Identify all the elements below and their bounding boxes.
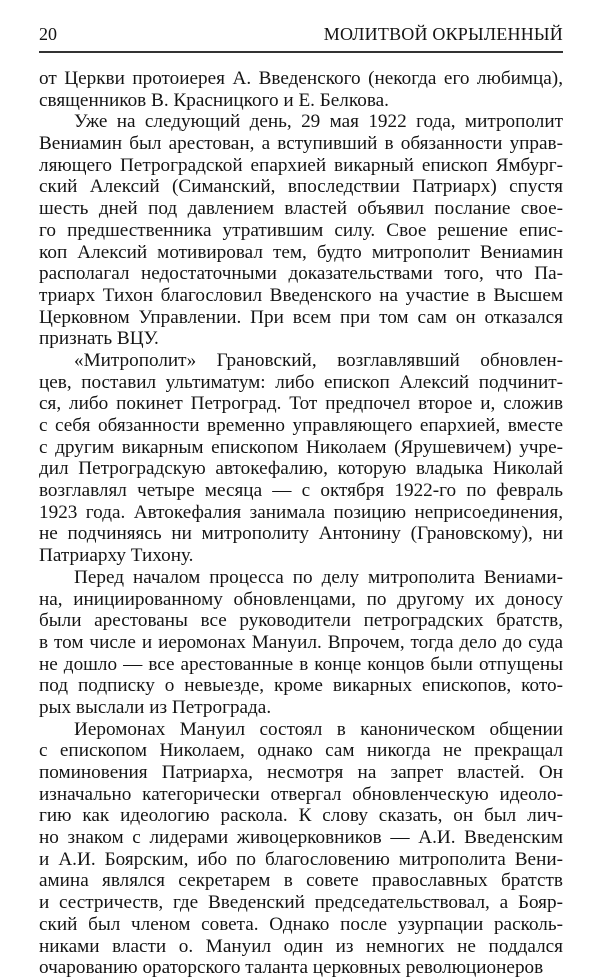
text-line: ляющего Петроградской епархией викарный епископ Ямбург- (39, 154, 563, 176)
text-line: Уже на следующий день, 29 мая 1922 года, митрополит (74, 111, 563, 133)
text-line: с епископом Николаем, однако сам никогда не прекращал (39, 740, 563, 762)
text-line: 1923 года. Автокефалия занимала позицию неприсоединения, (39, 501, 563, 523)
text-line: триарх Тихон благословил Введенского на участие в Высшем (39, 284, 563, 306)
paragraph (39, 111, 563, 350)
text-line: с себя обязанности временно управляющего епархией, вместе (39, 415, 563, 436)
text-line: ский Алексий (Симанский, впоследствии Патриарх) спустя (39, 176, 563, 198)
text-line: поминовения Патриарха, несмотря на запрет властей. Он (39, 762, 563, 783)
text-line: Патриарху Тихону. (39, 545, 194, 567)
text-line: и А.И. Боярским, ибо по благословению митрополита Вени- (39, 848, 563, 870)
text-line: цев, поставил ультиматум: либо епископ Алексий подчинит- (39, 371, 563, 393)
text-line: рых выслали из Петрограда. (39, 696, 272, 718)
paragraph (39, 68, 563, 111)
text-line: очарованию ораторского таланта церковных революционеров (39, 957, 544, 979)
text-line: с другим викарным епископом Николаем (Ярушевичем) учре- (39, 436, 563, 458)
text-line: под подписку о невыезде, кроме викарных епископов, кото- (39, 675, 563, 697)
text-line: были арестованы все руководители петроградских братств, (39, 610, 563, 632)
text-line: дил Петроградскую автокефалию, которую владыка Николай (39, 458, 563, 480)
text-line: возглавлял четыре месяца — с октября 1922-го по февраль (39, 480, 563, 502)
text-line: в том числе и иеромонах Мануил. Впрочем, тогда дело до суда (39, 631, 563, 653)
page-number: 20 (39, 24, 57, 44)
text-line: и сестричеств, где Введенский председательствовал, а Бояр- (39, 892, 563, 914)
text-line: коп Алексий мотивировал тем, будто митрополит Вениамин (39, 241, 563, 263)
text-line: располагал недостаточными доказательствами того, что Па- (39, 263, 563, 285)
running-title: МОЛИТВОЙ ОКРЫЛЕННЫЙ (323, 24, 563, 44)
paragraph (39, 350, 563, 567)
text-line: священников В. Красницкого и Е. Белкова. (39, 89, 389, 111)
text-line: Иеромонах Мануил состоял в каноническом общении (74, 718, 563, 740)
text-line: гию как идеологию раскола. К слову сказать, он был лич- (39, 805, 563, 827)
text-line: «Митрополит» Грановский, возглавлявший обновлен- (74, 349, 563, 371)
text-line: амина являлся секретарем в совете православных братств (39, 870, 563, 892)
text-line: ский был членом совета. Однако после узурпации расколь- (39, 913, 563, 935)
text-line: признать ВЦУ. (39, 328, 159, 350)
text-line: Церковном Управлении. При всем при том сам он отказался (39, 306, 563, 328)
text-line: никами власти о. Мануил один из немногих не поддался (39, 935, 563, 957)
text-line: го предшественника утратившим силу. Свое решение епис- (39, 219, 563, 241)
page-body-text (39, 68, 563, 979)
text-line: ся, либо покинет Петроград. Тот предпочел второе и, сложив (39, 393, 563, 415)
paragraph (39, 567, 563, 719)
text-line: шесть дней под давлением властей объявил послание свое- (39, 198, 563, 220)
header-rule (39, 51, 563, 53)
text-line: Вениамин был арестован, а вступивший в обязанности управ- (39, 133, 563, 155)
paragraph (39, 719, 563, 979)
text-line: от Церкви протоиерея А. Введенского (некогда его любимца), (39, 68, 563, 89)
text-line: не подчиняясь ни митрополиту Антонину (Грановскому), ни (39, 523, 563, 545)
text-line: но знаком с лидерами живоцерковников — А.И. Введенским (39, 827, 563, 849)
text-line: изначально категорически отвергал обновленческую идеоло- (39, 783, 563, 805)
text-line: Перед началом процесса по делу митрополита Вениами- (74, 566, 563, 588)
text-line: на, инициированному обновленцами, по другому их доносу (39, 588, 563, 610)
text-line: не дошло — все арестованные в конце концов были отпущены (39, 653, 563, 675)
running-header (39, 24, 563, 46)
